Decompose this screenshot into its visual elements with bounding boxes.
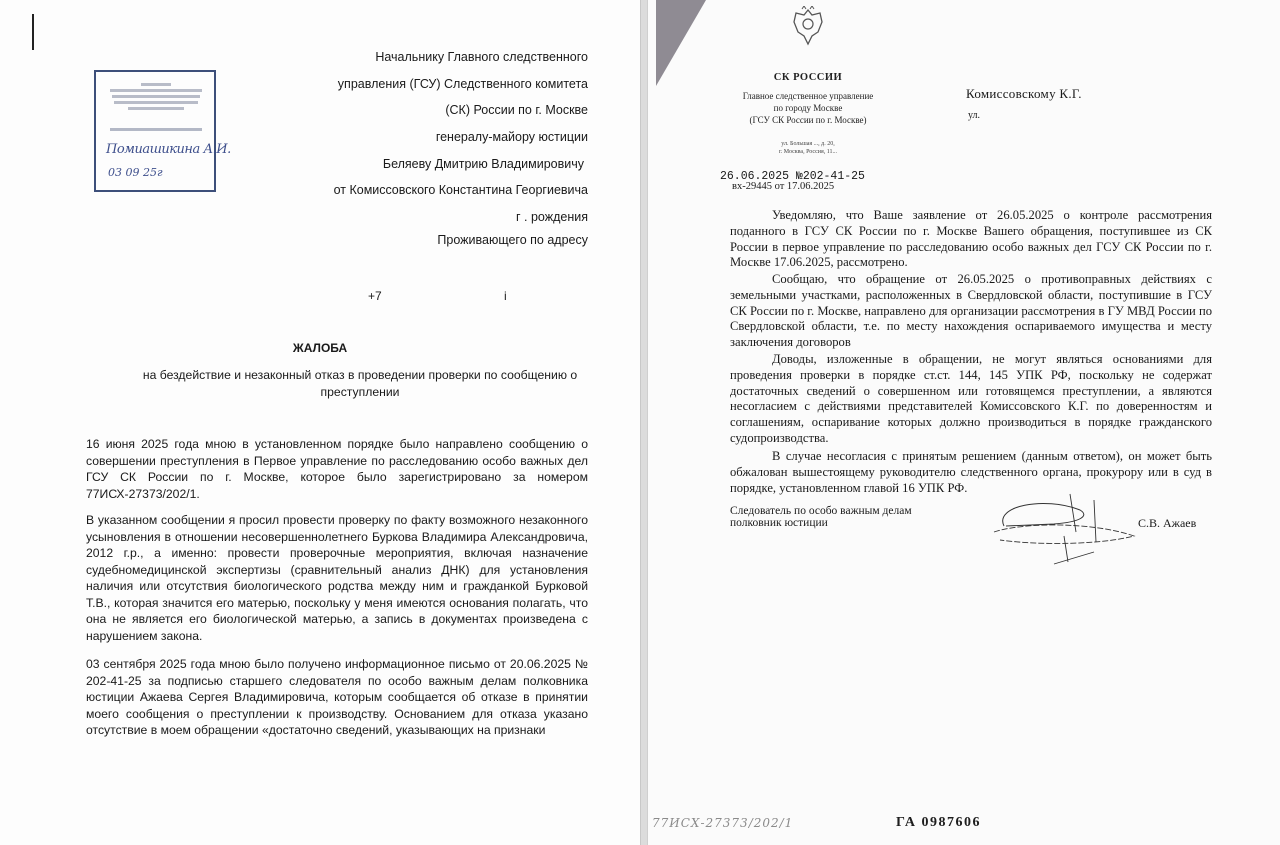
- addressee-line: Беляеву Дмитрию Владимировичу: [382, 157, 584, 171]
- org-address-line: ул. Большая ..., д. 20,: [781, 141, 835, 147]
- complaint-paragraph: В указанном сообщении я просил провести проверку по факту возможного незаконного усыновления в отношении несовершеннолетнего Буркова Владимира Александровича, 2012 г.р., а именно: провести проверочные мероприятия, включая назначение судебномедицинской экспертизы (сравнительный анализ ДНК) для установления наличия или отсутствия биологического родства между ним и гражданкой Бурковой Т.В., которая значится его матерью, поскольку у меня имеются основания полагать, что она не является его биологической матерью, а запись в документах произведена с нарушением закона.: [86, 513, 588, 643]
- outgoing-reference: 26.06.2025 №202-41-25: [720, 170, 865, 183]
- signatory-name: С.В. Ажаев: [1138, 516, 1197, 530]
- stamp-text-block: [106, 80, 206, 113]
- addressee-line: управления (ГСУ) Следственного комитета: [337, 77, 588, 91]
- org-address-line: г. Москва, Россия, 11...: [778, 149, 838, 155]
- complaint-paragraph: 03 сентября 2025 года мною было получено информационное письмо от 20.06.2025 № 202-41-25 за подписью старшего следователя по особо важным делам полковника юстиции Ажаева Сергея Владимировича, которым сообщается об отказе в принятии моего сообщения о преступлении к производству. Основанием для отказа указано отсутствие в моем обращении «достаточно сведений, указывающих на признаки: [86, 657, 588, 737]
- coat-of-arms-icon: [790, 6, 826, 48]
- reply-paragraph: Уведомляю, что Ваше заявление от 26.05.2025 о контроле рассмотрения поданного в ГСУ СК России по г. Москве Вашего обращения, поступившее из СК России в первое управление по расследованию особо важных дел ГСУ СК России по г. Москве 17.06.2025, рассмотрено.: [730, 208, 1212, 270]
- reply-paragraph: Доводы, изложенные в обращении, не могут являться основаниями для проведения проверки в порядке ст.ст. 144, 145 УПК РФ, поскольку не содержат достаточных сведений о совершенном или готовящемся преступлении, а являются несогласием с действиями представителей Комиссовского К.Г. по доверенностям и соглашениям, оспаривание которых должно производиться в порядке гражданского судопроизводства.: [730, 352, 1212, 445]
- addressee-line: г . рождения: [515, 210, 588, 224]
- addressee-line: генералу-майору юстиции: [435, 130, 588, 144]
- folded-corner: [656, 0, 706, 86]
- reply-paragraph: В случае несогласия с принятым решением (данным ответом), он может быть обжалован вышестоящему руководителю следственного органа, прокурору или в суд в порядке, установленном главой 16 УПК РФ.: [730, 449, 1212, 495]
- addressee-line: (СК) России по г. Москве: [445, 103, 588, 117]
- incoming-reference: вх-29445 от 17.06.2025: [732, 181, 835, 192]
- form-serial-number: ГА 0987606: [896, 815, 981, 830]
- complaint-paragraph: 16 июня 2025 года мною в установленном порядке было направлено сообщению о совершении преступления в Первое управление по расследованию особо важных дел ГСУ СК России по г. Москве, которое было зарегистрировано за номером 77ИСХ-27373/202/1.: [86, 437, 588, 501]
- org-department: [720, 90, 896, 126]
- addressee-line: от Комисcовского Константина Георгиевича: [333, 183, 588, 197]
- stamp-reception-line: [110, 128, 202, 131]
- scan-edge-mark: [32, 14, 34, 50]
- signatory-title-line: полковник юстиции: [730, 517, 828, 529]
- recipient-name: Комиссовскому К.Г.: [966, 86, 1082, 101]
- org-name: СК РОССИИ: [773, 72, 843, 83]
- registration-stamp: [94, 70, 231, 192]
- signatory-title: [730, 505, 912, 529]
- reply-page: [648, 0, 1280, 845]
- recipient-street: ул.: [968, 110, 981, 121]
- signatory-title-line: Следователь по особо важным делам: [730, 505, 912, 517]
- stamp-handwritten-name: Помиашикина А.И.: [106, 142, 231, 157]
- document-title: ЖАЛОБА: [292, 341, 348, 355]
- org-address: [720, 140, 896, 156]
- stamp-handwritten-date: 03 09 25г: [108, 166, 163, 179]
- org-department-line: Главное следственное управление: [742, 91, 874, 101]
- addressee-line: Проживающего по адресу: [437, 233, 588, 247]
- page-divider: [640, 0, 648, 845]
- phone-prefix: +7: [368, 289, 382, 303]
- phone-mark: i: [504, 289, 507, 303]
- handwritten-registration-note: 77ИСХ-27373/202/1: [652, 816, 794, 830]
- reply-paragraph: Сообщаю, что обращение от 26.05.2025 о противоправных действиях с земельными участками, расположенных в Свердловской области, поступившие в ГСУ СК России по г. Москве, направлено для организации рассмотрения в ГУ МВД России по Свердловской области, т.е. по месту нахождения оспариваемого имущества и месту заключения договоров: [730, 272, 1212, 350]
- org-department-line: (ГСУ СК России по г. Москве): [749, 115, 867, 125]
- signature: [984, 492, 1136, 568]
- document-subtitle: на бездействие и незаконный отказ в проведении проверки по сообщению о преступлении: [142, 368, 578, 399]
- addressee-line: Начальнику Главного следственного: [375, 50, 588, 64]
- org-department-line: по городу Москве: [773, 103, 843, 113]
